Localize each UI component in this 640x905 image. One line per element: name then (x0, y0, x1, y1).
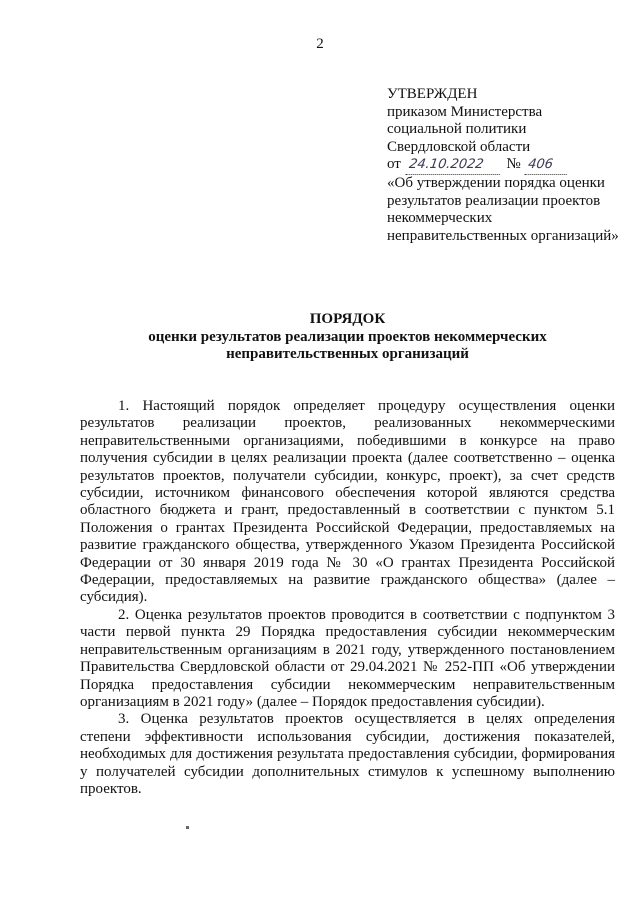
handwritten-date: 24.10.2022 (405, 156, 502, 175)
document-heading (80, 311, 615, 364)
document-subtitle: оценки результатов реализации проектов некоммерческих неправительственных организаций (148, 328, 547, 362)
approval-line-order: приказом Министерства (387, 103, 543, 120)
handwritten-number: 406 (525, 156, 570, 175)
paragraph-2: 2. Оценка результатов проектов проводится в соответствии с подпунктом 3 части первой пункта 29 Порядка предоставления субсидии некоммерческим неправительственным организациям в 2021 году, утвержденного постановлением Правительства Свердловской области от 29.04.2021 № 252-ПП «Об утверждении Порядка предоставления субсидии некоммерческим неправительственным организациям в 2021 году» (далее – Порядок предоставления субсидии). (80, 606, 615, 710)
document-body (80, 398, 615, 798)
paragraph-3: 3. Оценка результатов проектов осуществляется в целях определения степени эффективности использования субсидии, достижения показателей, необходимых для достижения результата предоставления субсидии, формирования у получателей субсидии дополнительных стимулов к успешному выполнению проектов. (80, 711, 615, 797)
paragraph-1: 1. Настоящий порядок определяет процедуру осуществления оценки результатов реализации проектов, реализованных некоммерческими неправительственными организациями, победившими в конкурсе на право получения субсидии в целях реализации проекта (далее соответственно – оценка результатов проектов, получатели субсидии, конкурс, проект), за счет средств субсидии, источником финансового обеспечения которой являются средства областного бюджета и грант, предоставленный в соответствии с пунктом 5.1 Положения о грантах Президента Российской Федерации, предоставляемых на развитие гражданского общества, утвержденного Указом Президента Российской Федерации от 30 января 2019 года № 30 «О грантах Президента Российской Федерации, предоставляемых на развитие гражданского общества» (далее – субсидия). (80, 398, 615, 606)
approval-subject: «Об утверждении порядка оценки результатов реализации проектов некоммерческих неправительственных организаций» (387, 174, 619, 244)
approval-block (387, 86, 627, 245)
approval-line-region: Свердловской области (387, 138, 531, 155)
document-title: ПОРЯДОК (309, 311, 386, 327)
number-prefix: № (506, 156, 521, 173)
approval-title: УТВЕРЖДЕН (387, 86, 478, 102)
date-prefix: от (387, 156, 401, 173)
page-number: 2 (316, 36, 324, 52)
scan-speck (186, 826, 189, 829)
approval-line-ministry: социальной политики (387, 121, 527, 138)
approval-date-line (387, 156, 627, 175)
